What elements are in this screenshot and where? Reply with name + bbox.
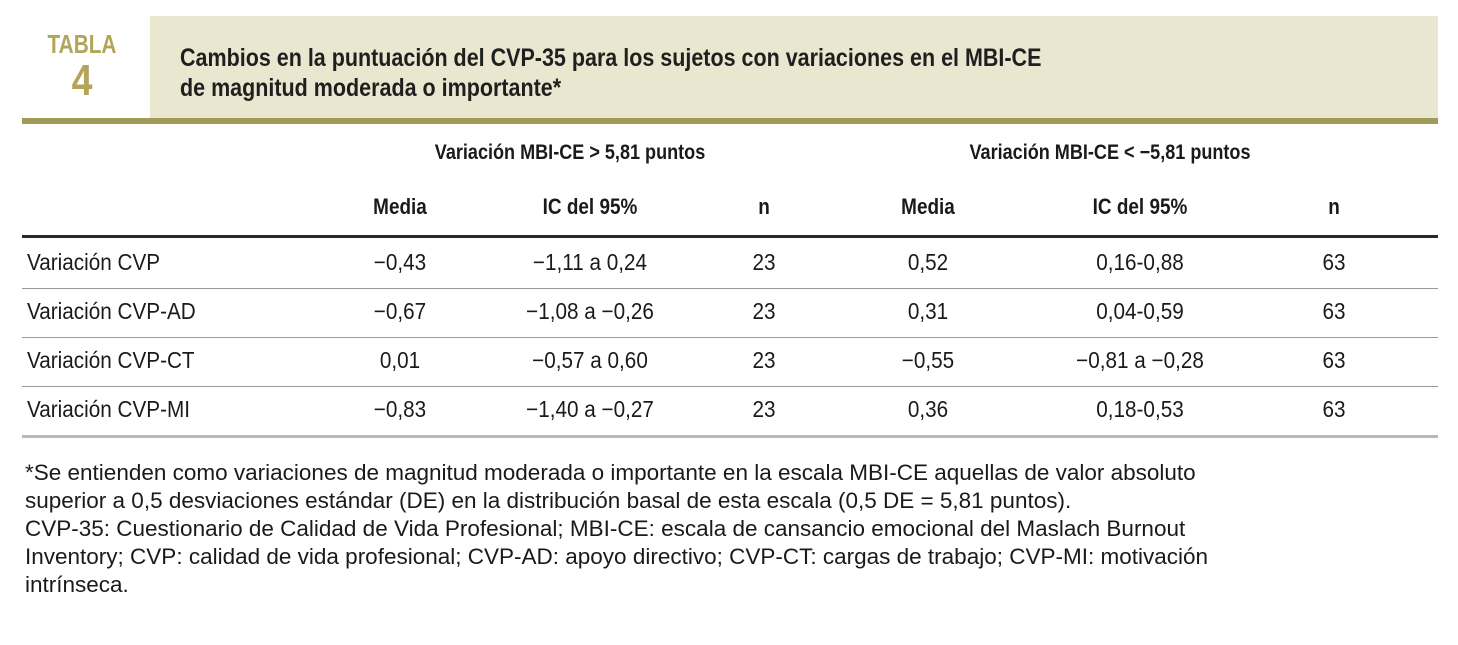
row-label: Variación CVP [27,249,161,275]
row-divider [22,386,1438,387]
cell-media-right: 0,52 [907,249,949,275]
cell-n-right: 63 [1322,249,1346,275]
title-line-1: Cambios en la puntuación del CVP-35 para los sujetos con variaciones en el MBI-CE [180,44,1042,72]
header-ic-left: IC del 95% [542,194,638,219]
header-n-right: n [1328,194,1340,219]
cell-n-right: 63 [1322,396,1346,422]
table-tag [22,30,142,104]
group-header-right: Variación MBI-CE < −5,81 puntos [969,141,1251,164]
footnote-line: superior a 0,5 desviaciones estándar (DE) en la distribución basal de esta escala (0,5 DE = 5,81 puntos). [25,488,1072,513]
row-divider [22,337,1438,338]
title-box [150,16,1438,118]
table-title [180,43,1238,103]
header-media-right: Media [901,194,955,219]
cell-ic-right: 0,18-0,53 [1096,396,1184,422]
cell-ic-left: −1,08 a −0,26 [526,298,654,324]
footnote-line: *Se entienden como variaciones de magnitud moderada o importante en la escala MBI-CE aquellas de valor absoluto [25,460,1196,485]
cell-media-left: 0,01 [379,347,421,373]
cell-ic-left: −1,11 a 0,24 [532,249,648,275]
row-divider [22,288,1438,289]
cell-ic-left: −1,40 a −0,27 [526,396,654,422]
cell-media-left: −0,43 [373,249,427,275]
header-n-left: n [758,194,770,219]
cell-n-left: 23 [752,347,776,373]
cell-media-left: −0,83 [373,396,427,422]
cell-media-left: −0,67 [373,298,427,324]
table-tag-label: TABLA [47,29,117,59]
cell-n-right: 63 [1322,347,1346,373]
row-label: Variación CVP-CT [27,347,195,373]
header-ic-right: IC del 95% [1092,194,1188,219]
table-number: 4 [71,56,93,105]
cell-n-left: 23 [752,249,776,275]
cell-ic-right: 0,16-0,88 [1096,249,1184,275]
group-header-left: Variación MBI-CE > 5,81 puntos [434,141,706,164]
row-label: Variación CVP-AD [27,298,196,324]
footnote-line: intrínseca. [25,572,129,597]
header-rule [22,235,1438,238]
cell-n-left: 23 [752,396,776,422]
top-rule [22,118,1438,124]
title-line-2: de magnitud moderada o importante* [180,74,562,102]
cell-n-left: 23 [752,298,776,324]
cell-media-right: 0,31 [907,298,949,324]
cell-media-right: −0,55 [901,347,955,373]
header-media-left: Media [373,194,427,219]
row-label: Variación CVP-MI [27,396,190,422]
footnote-line: CVP-35: Cuestionario de Calidad de Vida Profesional; MBI-CE: escala de cansancio emocional del Maslach Burnout [25,516,1186,541]
table-footnotes [25,459,1445,599]
cell-n-right: 63 [1322,298,1346,324]
footnote-line: Inventory; CVP: calidad de vida profesional; CVP-AD: apoyo directivo; CVP-CT: cargas de trabajo; CVP-MI: motivación [25,544,1209,569]
cell-ic-left: −0,57 a 0,60 [532,347,648,373]
cell-ic-right: −0,81 a −0,28 [1076,347,1204,373]
cell-media-right: 0,36 [907,396,949,422]
bottom-rule [22,435,1438,438]
cell-ic-right: 0,04-0,59 [1096,298,1184,324]
